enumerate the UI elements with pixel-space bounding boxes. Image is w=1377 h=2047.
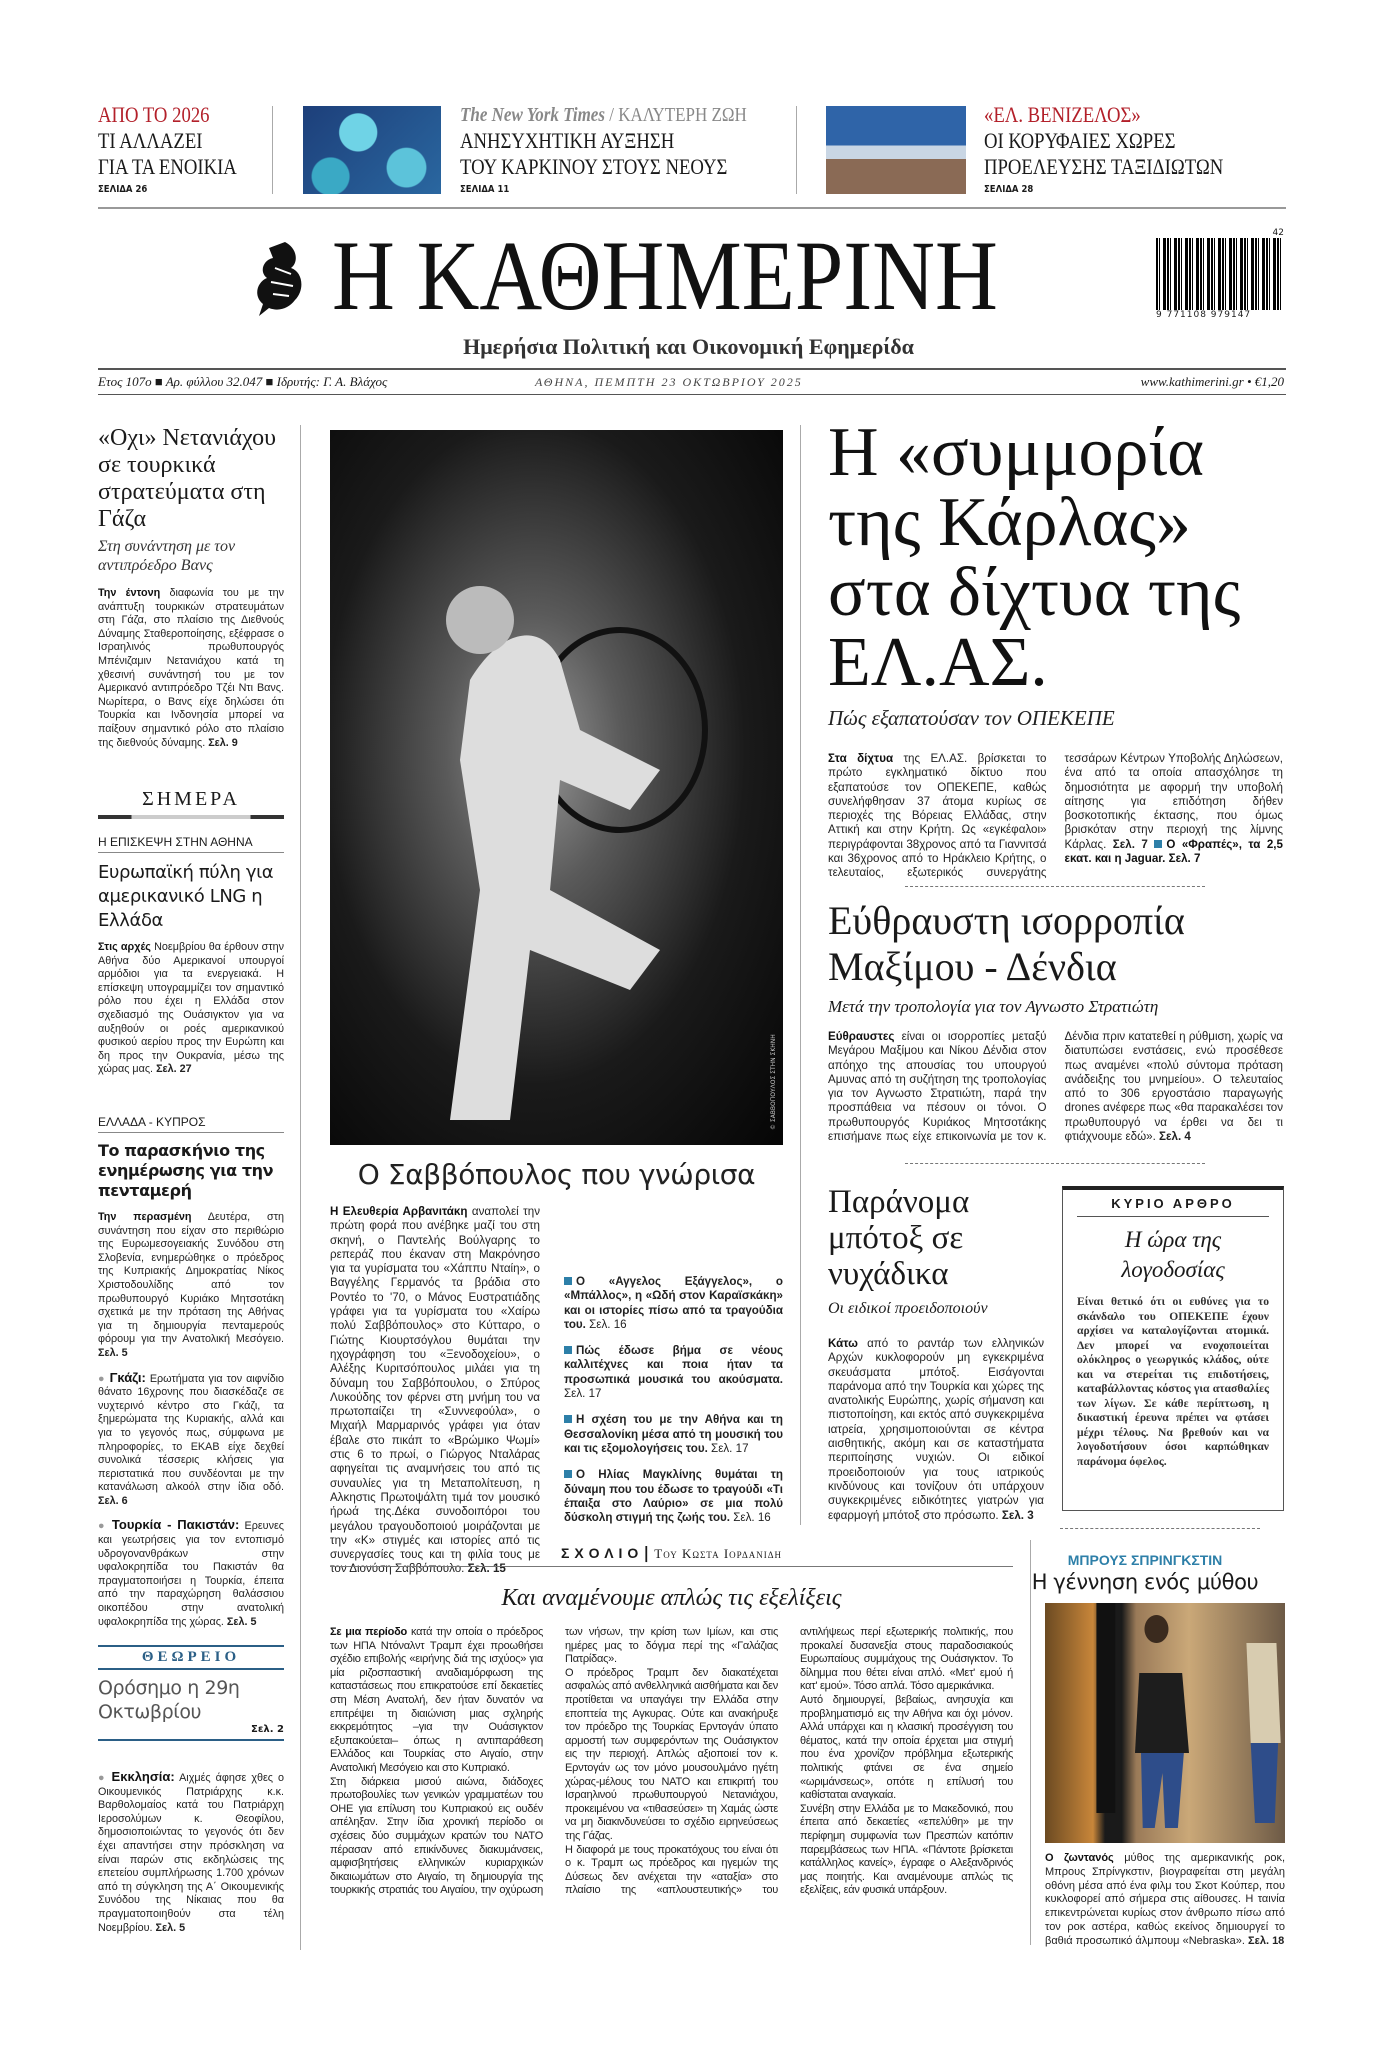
- divider: [905, 1163, 1205, 1164]
- comment-author: Του Κωστα Ιορδανιδη: [654, 1546, 783, 1561]
- bullet-item[interactable]: Η σχέση του με την Αθήνα και τη Θεσσαλονίκη μέσα από τη μουσική του και τις εξομολογήσεις του. Σελ. 17: [564, 1413, 783, 1455]
- teaser-cancer[interactable]: [460, 102, 780, 195]
- comment-label: ΣΧΟΛΙΟ: [560, 1545, 644, 1561]
- photo-credit: © ΣΑΒΒΟΠΟΥΛΟΣ ΣΤΗΝ ΣΚΗΝΗ: [770, 1034, 777, 1130]
- teaser-title: ΓΙΑ ΤΑ ΕΝΟΙΚΙΑ: [98, 154, 237, 179]
- square-bullet-icon: [564, 1346, 572, 1354]
- subheadline: Στη συνάντηση με τον αντιπρόεδρο Βανς: [98, 538, 236, 574]
- date-line: ΑΘΗΝΑ, ΠΕΜΠΤΗ 23 ΟΚΤΩΒΡΙΟΥ 2025: [535, 375, 803, 389]
- article-body: Στα δίχτυα της ΕΛ.ΑΣ. βρίσκεται το πρώτο εγκληματικό δίκτυο που εξαπατούσε τον ΟΠΕΚΕΠΕ, καθώς συνελήφθησαν 37 άτομα κυρίως σε περιοχές της Βόρειας Ελλάδας, στην Αττική και στην Κρήτη. Ως «εγκέφαλοι» περιγράφονται 38χρονος από τα Γιαννιτσά και 36χρονος από το Ηράκλειο Κρήτης, ο τελευταίος, εξωτερικός συνεργάτης τεσσάρων Κέντρων Υποβολής Δηλώσεων, ένα από τα οποία απασχόλησε τη δημοσιότητα με αφορμή την υποβολή αίτησης για επιδότηση δήθεν βοσκοτοπικής έκτασης, που όμως βρισκόταν στην περιοχή της λίμνης Κάρλας. Σελ. 7 Ο «Φραπές», τα 2,5 εκατ. και η Jaguar. Σελ. 7: [828, 752, 1283, 880]
- editorial-title: Η ώρα της λογοδοσίας: [1121, 1227, 1225, 1282]
- editorial-label: ΚΥΡΙΟ ΑΡΘΡΟ: [1077, 1196, 1269, 1217]
- comment-headline[interactable]: Και αναμένουμε απλώς τις εξελίξεις: [501, 1585, 842, 1611]
- headline-savvopoulos[interactable]: Ο Σαββόπουλος που γνώρισα: [357, 1158, 756, 1191]
- headline: Το παρασκήνιο της ενημέρωσης για την πενταμερή: [98, 1141, 274, 1200]
- square-bullet-icon: [1154, 840, 1162, 848]
- teaser-page: ΣΕΛΙΔΑ 11: [460, 184, 510, 195]
- divider: [98, 368, 1286, 370]
- kicker: ΕΛΛΑΔΑ - ΚΥΠΡΟΣ: [98, 1115, 284, 1133]
- article-cyprus[interactable]: [98, 1115, 284, 1629]
- teaser-kicker: «ΕΛ. ΒΕΝΙΖΕΛΟΣ»: [984, 102, 1141, 127]
- column-divider: [800, 425, 801, 1525]
- article-body: Στις αρχές Νοεμβρίου θα έρθουν στην Αθήνα δύο Αμερικανοί υπουργοί αρμόδιοι για τα ενεργειακά. Η επίσκεψη υπογραμμίζει τον σημαντικό ρόλο που έχει η Ελλάδα στον σχεδιασμό της Ουάσιγκτον για να αυξηθούν οι ροές αμερικανικού φυσικού αερίου προς την Ευρώπη και δη προς την Ουκρανία, μέσω της χώρας μας. Σελ. 27: [98, 941, 285, 1076]
- kicker: Η ΕΠΙΣΚΕΨΗ ΣΤΗΝ ΑΘΗΝΑ: [98, 835, 284, 853]
- teaser-page: ΣΕΛΙΔΑ 26: [98, 184, 148, 195]
- article-body: Εύθραυστες είναι οι ισορροπίες μεταξύ Μεγάρου Μαξίμου και Νίκου Δένδια στον απόηχο της απουσίας του υπουργού Αμυνας από τη συζήτηση της τροπολογίας για τον Αγνωστο Στρατιώτη, παρά την προσπάθεια να πέσουν οι τόνοι. Ο πρωθυπουργός Κυριάκος Μητσοτάκης επισήμανε πως είχε επικοινωνία με τον κ. Δένδια πριν κατατεθεί η ρύθμιση, χωρίς να διατυπώσει ενστάσεις, ενώ προσέθεσε πως αναμένει «πολύ σύντομα πρόταση ανάδειξης του μνημείου». Ο τελευταίος από το 306 εργοστάσιο παραγωγής drones ανέφερε πως «θα παρακαλέσει τον πρωθυπουργό να έρθει να δει τι φτιάχνουμε εδώ». Σελ. 4: [828, 1030, 1283, 1144]
- savvopoulos-bullets: [564, 1275, 783, 1525]
- subheadline: Οι ειδικοί προειδοποιούν: [828, 1300, 988, 1317]
- teaser-travellers[interactable]: [984, 102, 1284, 195]
- bullet-item[interactable]: Ο Ηλίας Μαγκλίνης θυμάται τη δύναμη που του έδωσε το τραγούδι «Τι έπαιξα στο Λαύριο» σε μια πολύ δύσκολη στιγμή της ζωής του. Σελ. 16: [564, 1468, 783, 1525]
- masthead-subtitle: Ημερήσια Πολιτική και Οικονομική Εφημερίδα: [463, 334, 914, 359]
- article-lng[interactable]: [98, 835, 284, 1077]
- website-price[interactable]: www.kathimerini.gr • €1,20: [1140, 374, 1284, 389]
- editorial-box[interactable]: [1062, 1186, 1284, 1511]
- comment-header: ΣΧΟΛΙΟ| Του Κωστα Ιορδανιδη: [330, 1543, 1013, 1567]
- headline: Ορόσημο η 29η Οκτωβρίου: [98, 1677, 240, 1723]
- teaser-cancer-image[interactable]: [303, 106, 441, 194]
- divider: [1060, 1528, 1260, 1529]
- editorial-body: Είναι θετικό ότι οι ευθύνες για το σκάνδαλο του ΟΠΕΚΕΠΕ έχουν αρχίσει να καταλογίζονται ατομικά. Δεν μπορεί να ενοχοποιείται ολόκληρος ο γεωργικός κλάδος, ούτε και να στερείται τις επιδοτήσεις, καταβάλλοντας κόστος για ατασθαλίες των λίγων. Σε κάθε περίπτωση, η δικαστική έρευνα πρέπει να φτάσει μέχρι τέλους. Να βρεθούν και να λογοδοτήσουν όσοι καρπώθηκαν παράνομα όφελος.: [1077, 1295, 1269, 1468]
- divider: [98, 815, 284, 819]
- teaser-rent[interactable]: [98, 102, 288, 195]
- article-body: Την περασμένη Δευτέρα, στη συνάντηση που είχαν στο περιθώριο της Ευρωμεσογειακής Συνόδου στη Σλοβενία, ενημερώθηκε ο πρόεδρος της Κυπριακής Δημοκρατίας Νίκος Χριστοδουλίδης από τον πρωθυπουργό Κυριάκο Μητσοτάκη σχετικά με την πρόταση της Αθήνας για τη δημιουργία πενταμερούς φόρουμ για την Ανατολική Μεσόγειο. Σελ. 5: [98, 1211, 284, 1359]
- article-netanyahu[interactable]: [98, 425, 284, 750]
- griffin-logo-icon: [245, 238, 315, 318]
- kicker: ΜΠΡΟΥΣ ΣΠΡΙΝΓΚΣΤΙΝ: [1067, 1552, 1223, 1568]
- brief-turkey-pakistan: ● Τουρκία - Πακιστάν: Ερευνες και γεωτρήσεις για τον εντοπισμό υδρογονανθράκων στην υφαλοκρηπίδα του Πακιστάν θα πραγματοποιήσει η Τουρκία, έπειτα από την παραχώρηση θαλάσσιου οικοπέδου στην ανατολική υφαλοκρηπίδα της χώρας. Σελ. 5: [98, 1517, 285, 1628]
- divider: [905, 886, 1205, 887]
- column-divider: [1030, 1540, 1031, 1945]
- nyt-logo: The New York Times: [460, 104, 605, 126]
- article-body: Την έντονη διαφωνία του με την ανάπτυξη τουρκικών στρατευμάτων στη Γάζα, στο πλαίσιο της Διεθνούς Δύναμης Σταθεροποίησης, εξέφρασε ο Ισραηλινός πρωθυπουργός Μπένιζαμιν Νετανιάχου κατά τη χθεσινή συνάντησή του με τον Αμερικανό αντιπρόεδρο Τζέι Ντι Βανς. Νωρίτερα, ο Βανς είχε δηλώσει ότι Τουρκία και Ινδονησία μπορεί να παίξουν σημαντικό ρόλο στο πλαίσιο της διεθνούς δύναμης. Σελ. 9: [98, 587, 284, 749]
- teaser-page: ΣΕΛΙΔΑ 28: [984, 184, 1034, 195]
- article-body: Η Ελευθερία Αρβανιτάκη αναπολεί την πρώτη φορά που ανέβηκε μαζί του στη σκηνή, ο Παντελής Βούλγαρης το ρεπεράζ που έκαναν στη Μακρόνησο για τα γυρίσματα του «Χάππυ Νταίη», ο Βαγγέλης Γερμανός τα βράδια στο Ροντέο το '70, ο Μάνος Ευστρατιάδης γράφει για τα γυρίσματα του «Χαίρω πολύ Σαββόπουλος» στο Κύτταρο, ο Γιώτης Κιουρτσόγλου θυμάται την ηχογράφηση του «Ξενοδοχείου», ο Αλέξης Κυριτσόπουλος μιλάει για τη δύναμη του Σαββόπουλου, ο Σπύρος Λυκούδης τον φέρνει στη μνήμη του να πρωτοπαίζει τη «Συννεφούλα», ο Μιχαήλ Μαρμαρινός γράφει για όταν έβαλε στο πικάπ το «Βρώμικο Ψωμί» στις 6 το πρωί, ο Γιώργος Νταλάρας αφηγείται τις αναμνήσεις του από τις συναυλίες για τη Μεταπολίτευση, η Αλκηστις Πρωτοψάλτη τιμά τον μουσικό ήρωά της.Δέκα συνοδοιπόροι του μεγάλου τραγουδοποιού μοιράζονται με την «Κ» στιγμές και ιστορίες από τις συνεργασίες τους και τη φιλία τους με τον Διονύση Σαββόπουλο. Σελ. 15: [330, 1205, 540, 1576]
- masthead-title: Η ΚΑΘΗΜΕΡΙΝΗ: [332, 220, 998, 331]
- bullet-item[interactable]: Ο «Αγγελος Εξάγγελος», ο «Μπάλλος», η «Ωδή στον Καραϊσκάκη» και οι ιστορίες πίσω από τα τραγούδια του. Σελ. 16: [564, 1275, 783, 1331]
- square-bullet-icon: [564, 1277, 572, 1285]
- teaser-title: ΑΝΗΣΥΧΗΤΙΚΗ ΑΥΞΗΣΗ: [460, 128, 675, 153]
- theoreio-label: ΘΕΩΡΕΙΟ: [98, 1647, 284, 1670]
- teaser-title: ΠΡΟΕΛΕΥΣΗΣ ΤΑΞΙΔΙΩΤΩΝ: [984, 154, 1224, 179]
- teaser-title: ΤΟΥ ΚΑΡΚΙΝΟΥ ΣΤΟΥΣ ΝΕΟΥΣ: [460, 154, 728, 179]
- headline: Ευρωπαϊκή πύλη για αμερικανικό LNG η Ελλάδα: [98, 862, 274, 931]
- savvopoulos-photo[interactable]: [330, 430, 783, 1145]
- divider: [98, 207, 1286, 209]
- section-today: ΣΗΜΕΡΑ: [142, 788, 240, 810]
- subheadline: Μετά την τροπολογία για τον Αγνωστο Στρατιώτη: [828, 997, 1159, 1016]
- teaser-title: ΤΙ ΑΛΛΑΖΕΙ: [98, 128, 203, 153]
- brief-gazi: ● Γκάζι: Ερωτήματα για τον αιφνίδιο θάνατο 16χρονης που διασκέδαζε σε νυχτερινό κέντρο στο Γκάζι, τα ξημερώματα της Κυριακής, αλλά και για το γεγονός πως, σύμφωνα με πληροφορίες, το ΕΚΑΒ είχε δεχθεί συνολικά τέσσερις κλήσεις για περιστατικά που συνδέονται με την κατανάλωση αλκοόλ στην ίδια οδό. Σελ. 6: [98, 1369, 284, 1507]
- theoreio-box[interactable]: [98, 1645, 284, 1741]
- teaser-airport-image[interactable]: [826, 106, 966, 194]
- barcode-issue: 42: [1272, 228, 1284, 238]
- article-body: Κάτω από το ραντάρ των ελληνικών Αρχών κυκλοφορούν μη εγκεκριμένα σκευάσματα μπότοξ. Εισάγονται παράνομα από την Τουρκία και χώρες της ανατολικής Ευρώπης, χωρίς σήμανση και πιστοποίηση, και εκτός από συγκεκριμένα ιατρεία, χρησιμοποιούνται σε κέντρα αισθητικής, ακόμη και σε καταστήματα περιποίησης νυχιών. Οι ειδικοί προειδοποιούν για τους ιατρικούς κινδύνους και τονίζουν ότι υπάρχουν συγκεκριμένες ειδικότητες γιατρών για εφαρμογή μπότοξ στο πρόσωπο. Σελ. 3: [828, 1337, 1044, 1522]
- divider: [98, 394, 1286, 395]
- comment-body: Σε μια περίοδο κατά την οποία ο πρόεδρος των ΗΠΑ Ντόναλντ Τραμπ έχει προωθήσει σχέδιο επιβολής «ειρήνης διά της ισχύος» για μία ριζοσπαστική αναδιαμόρφωση της καταστάσεως που επικρατούσε επί δεκαετίες στη Μέση Ανατολή, δεν ήταν δυνατόν να επιτρέψει τη διαιώνιση μιας σχληρής εκκρεμότητος –για την Ουάσιγκτον εξυπακούεται– όπως η αντιπαράθεση Ελλάδος και Τουρκίας στο Αιγαίο, στην Ανατολική Μεσόγειο και στο Κυπριακό. Στη διάρκεια μισού αιώνα, διάδοχες πρωτοβουλίες των γενικών γραμματέων του ΟΗΕ για επίλυση του Κυπριακού εις ουδέν απέληξαν. Στην ίδια χρονική περίοδο οι σχέσεις δύο συμμάχων κρατών του ΝΑΤΟ πέρασαν από επικίνδυνες διακυμάνσεις, αμφισβητήσεις ελληνικών κυριαρχικών δικαιωμάτων στο Αιγαίο, τη δημιουργία της τουρκικής στρατιάς του Αιγαίου, την οχύρωση των νήσων, την κρίση των Ιμίων, και στις ημέρες μας το δόγμα περί της «Γαλάζιας Πατρίδας». Ο πρόεδρος Τραμπ δεν διακατέχεται ασφαλώς από ανθελληνικά αισθήματα και δεν προτίθεται να υπαγάγει την Ελλάδα στην εποπτεία της Αγκυρας. Ούτε και ανακήρυξε τον πρόεδρο της Τουρκίας Ερντογάν ύπατο αρμοστή των συμφερόντων της Ουάσιγκτον εις την περιοχή. Απλώς αξιοποιεί τον κ. Ερντογάν ως τον μόνο μουσουλμάνο ηγέτη χώρας-μέλους του ΝΑΤΟ και επικριτή του Ισραηλινού πρωθυπουργού Νετανιάχου, προκειμένου να «τιθασεύσει» τη Χαμάς ώστε να μη διακινδυνεύσει το σχέδιο ειρηνεύσεως της Γάζας. Η διαφορά με τους προκατόχους του είναι ότι ο κ. Τραμπ ως πρόεδρος και ηγεμών της Δύσεως δεν ανέχεται την «αταξία» στο πλαίσιο της «απλουστευτικής» του αντιλήψεως περί εξωτερικής πολιτικής, που προκαλεί δυσανεξία στους παραδοσιακούς Ευρωπαίους συμμάχους της Ουάσιγκτον. Το δίλημμα που θέτει είναι απλό. «Μετ' εμού ή κατ' εμού». Τόσο απλά. Τόσο αμερικάνικα. Αυτό δημιουργεί, βεβαίως, ανησυχία και προβληματισμό εις την Αθήνα και όχι μόνον. Αλλά υπάρχει και η κλασική προσέγγιση του θέματος, κατά την οποία έρχεται μια στιγμή που ένα χρονίζον πρόβλημα εξωτερικής πολιτικής φτάνει σε ένα σημείο «ωριμάνσεως», οπότε η επίλυσή του καθίσταται αναγκαία. Συνέβη στην Ελλάδα με το Μακεδονικό, που έπειτα από δεκαετίες «επελύθη» με την περίφημη συμφωνία των Πρεσπών κατόπιν παρεμβάσεως των ΗΠΑ. «Πάντοτε βρίσκεται κατάλληλος κανείς», έγραφε ο Αλεξανδρινός μας ποιητής. Και αναμένουμε απλώς τις εξελίξεις, εάν φυσικά υπάρξουν.: [330, 1626, 1013, 1897]
- lead-headline[interactable]: Η «συμμορία της Κάρλας» στα δίχτυα της ΕΛ.ΑΣ.: [828, 414, 1241, 701]
- divider: [796, 106, 797, 194]
- brief-church[interactable]: ● Εκκλησία: Αιχμές άφησε χθες ο Οικουμενικός Πατριάρχης κ.κ. Βαρθολομαίος κατά του Πατριάρχη Ιεροσολύμων κ. Θεοφίλου, δημοσιοποιώντας το γεγονός ότι δεν έχει απαντήσει στην πρόσκληση να είναι παρών στις εκδηλώσεις της επετείου συμπλήρωσης 1.700 χρόνων από τη σύγκληση της Α΄ Οικουμενικής Συνόδου της Νίκαιας που θα πραγματοποιηθούν στα τέλη Νοεμβρίου. Σελ. 5: [98, 1769, 285, 1934]
- teaser-kicker: ΑΠΟ ΤΟ 2026: [98, 102, 210, 127]
- divider: [272, 106, 273, 194]
- headline: «Οχι» Νετανιάχου σε τουρκικά στρατεύματα στη Γάζα: [98, 425, 276, 532]
- issue-info: Ετος 107ο ■ Αρ. φύλλου 32.047 ■ Ιδρυτής: Γ. Α. Βλάχος: [98, 374, 388, 389]
- page-ref: Σελ. 2: [251, 1724, 284, 1735]
- barcode-number: 9 771108 979147: [1156, 310, 1252, 320]
- photo-caption: Ο ζωντανός μύθος της αμερικανικής ροκ, Μπρους Σπρίνγκστιν, βιογραφείται στη μεγάλη οθόνη μέσα από ένα φιλμ του Σκοτ Κούπερ, που κυκλοφορεί από σήμερα στις αίθουσες. Η ταινία επικεντρώνεται κυρίως στον άνθρωπο πίσω από τον ροκ αστέρα, καθώς εκείνος δημιουργεί το βαθιά προσωπικό άλμπουμ «Nebraska». Σελ. 18: [1045, 1852, 1285, 1947]
- column-divider: [300, 425, 301, 1950]
- square-bullet-icon: [564, 1470, 572, 1478]
- square-bullet-icon: [564, 1415, 572, 1423]
- headline-botox[interactable]: Παράνομα μπότοξ σε νυχάδικα: [828, 1184, 970, 1292]
- teaser-kicker: / ΚΑΛΥΤΕΡΗ ΖΩΗ: [609, 104, 747, 126]
- headline-dendias[interactable]: Εύθραυστη ισορροπία Μαξίμου - Δένδια: [828, 898, 1185, 989]
- lead-subheadline: Πώς εξαπατούσαν τον ΟΠΕΚΕΠΕ: [828, 706, 1115, 730]
- headline-springsteen[interactable]: Η γέννηση ενός μύθου: [1031, 1570, 1259, 1594]
- bullet-item[interactable]: Πώς έδωσε βήμα σε νέους καλλιτέχνες και ποια ήταν τα προσωπικά μουσικά του ακούσματα. Σελ. 17: [564, 1344, 783, 1401]
- springsteen-film-photo[interactable]: [1045, 1603, 1285, 1843]
- teaser-title: ΟΙ ΚΟΡΥΦΑΙΕΣ ΧΩΡΕΣ: [984, 128, 1176, 153]
- barcode: [1156, 228, 1284, 324]
